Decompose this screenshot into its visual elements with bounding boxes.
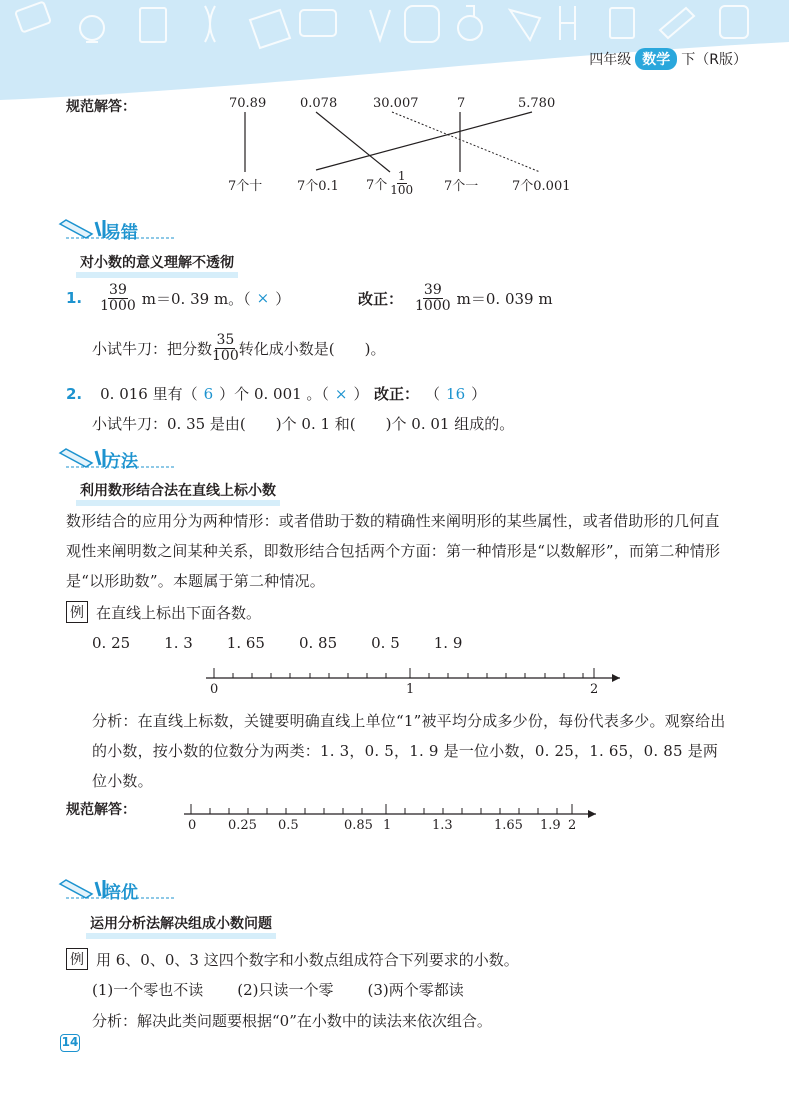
excel-analysis: 分析：解决此类问题要根据“0”在小数中的读法来依次组合。 — [92, 1012, 492, 1030]
try-1-frac-num: 35 — [216, 332, 235, 348]
method-answer-label: 规范解答： — [66, 802, 136, 818]
q2-fix-label: 改正： — [374, 385, 420, 403]
question-2-mark: × — [334, 384, 348, 403]
line-label-2: 2 — [590, 682, 599, 697]
q2-fix-open: （ — [425, 385, 441, 403]
example-tag: 例 — [66, 601, 88, 623]
top-number-1: 70.89 — [229, 96, 267, 111]
answer-label: 0.25 — [228, 818, 257, 833]
answer-label: 0.85 — [344, 818, 373, 833]
method-example — [66, 601, 261, 623]
q1-fix-text: m＝0. 039 m — [456, 289, 553, 308]
method-number: 1. 9 — [433, 634, 463, 652]
line-label-1: 1 — [406, 682, 415, 697]
line-label-0: 0 — [210, 682, 219, 697]
method-analysis: 分析：在直线上标数，关键要明确直线上单位“1”被平均分成多少份，每份代表多少。观察给出的小数，按小数的位数分为两类：1. 3，0. 5，1. 9 是一位小数，0. 25，1. 65，0. 85 是两位小数。 — [92, 712, 726, 790]
fraction-denominator: 100 — [390, 182, 414, 197]
question-2-number: 2. — [66, 384, 83, 403]
top-number-4: 7 — [457, 96, 466, 111]
try-1-fraction — [212, 333, 239, 363]
q1-fix-label: 改正： — [358, 289, 404, 308]
bottom-label-4: 7个一 — [444, 179, 479, 194]
excel-option: (2)只读一个零 — [237, 981, 334, 999]
method-paragraph: 数形结合的应用分为两种情形：或者借助于数的精确性来阐明形的某些属性，或者借助形的几何直观性来阐明数之间某种关系，即数形结合包括两个方面：第一种情形是“以数解形”，而第二种情形是“以形助数”。本题属于第二种情况。 — [66, 512, 721, 590]
method-number: 0. 25 — [92, 634, 131, 652]
answer-label: 2 — [568, 818, 577, 833]
question-2-text: 0. 016 里有（ — [100, 385, 198, 403]
method-example-text: 在直线上标出下面各数。 — [96, 603, 262, 622]
method-numbers — [92, 634, 462, 652]
section-excel-title: 培优 — [104, 883, 138, 903]
top-number-3: 30.007 — [373, 96, 419, 111]
question-1-close: ） — [275, 289, 291, 308]
try-1-pre: 小试牛刀：把分数 — [92, 339, 213, 358]
question-2 — [66, 383, 369, 404]
q1-frac-num: 39 — [109, 282, 127, 298]
answer-label: 1.9 — [540, 818, 561, 833]
number-line-blank — [196, 660, 626, 682]
answer-label: 0.5 — [278, 818, 299, 833]
top-number-2: 0.078 — [300, 96, 338, 111]
section-easy-title: 易错 — [104, 223, 138, 243]
question-1 — [66, 283, 290, 313]
q1-fix-num: 39 — [423, 282, 442, 298]
bottom-label-3 — [366, 170, 413, 196]
bottom-label-1: 7个十 — [228, 179, 263, 194]
number-line-answer — [176, 800, 600, 820]
answer-label: 1.3 — [432, 818, 453, 833]
question-1-text: m＝0. 39 m。（ — [141, 289, 251, 308]
section-easy-subhead: 对小数的意义理解不透彻 — [76, 252, 238, 278]
try-1 — [92, 333, 385, 363]
example-tag: 例 — [66, 948, 88, 970]
q1-frac-den: 1000 — [100, 297, 136, 314]
section-method-subhead: 利用数形结合法在直线上标小数 — [76, 480, 280, 506]
answer-label: 1.65 — [494, 818, 523, 833]
method-number: 1. 3 — [164, 634, 193, 652]
q2-fix-answer: 16 — [446, 384, 466, 403]
grade-text: 四年级 — [589, 52, 632, 68]
page-number: 14 — [60, 1034, 80, 1052]
try-1-frac-den: 100 — [212, 347, 239, 364]
question-2-correction — [374, 383, 486, 404]
bottom-label-3-text: 7个 — [366, 177, 388, 193]
bottom-label-2: 7个0.1 — [297, 179, 339, 194]
answer-label: 1 — [383, 818, 392, 833]
fraction-1-100 — [390, 170, 413, 196]
excel-example — [66, 948, 519, 970]
question-1-number: 1. — [66, 289, 83, 308]
question-2-close: ） — [353, 385, 369, 403]
excel-option: (3)两个零都读 — [367, 981, 464, 999]
question-1-fraction — [100, 283, 136, 313]
term-text: 下（R版） — [681, 52, 747, 68]
top-answer-label: 规范解答： — [66, 99, 136, 115]
excel-example-text: 用 6、0、0、3 这四个数字和小数点组成符合下列要求的小数。 — [96, 950, 519, 969]
question-2-answer: 6 — [203, 384, 214, 403]
bottom-label-5: 7个0.001 — [512, 179, 571, 194]
try-2: 小试牛刀：0. 35 是由( )个 0. 1 和( )个 0. 01 组成的。 — [92, 415, 515, 433]
try-1-post: 转化成小数是( )。 — [238, 339, 386, 358]
method-number: 0. 5 — [371, 634, 400, 652]
q1-fix-den: 1000 — [415, 297, 451, 314]
answer-label: 0 — [188, 818, 197, 833]
method-number: 0. 85 — [298, 634, 338, 652]
question-1-mark: × — [256, 289, 270, 308]
q2-fix-close: ） — [471, 385, 487, 403]
excel-options — [92, 979, 464, 1000]
question-1-correction — [358, 283, 553, 313]
method-number: 1. 65 — [226, 634, 265, 652]
section-method-title: 方法 — [104, 452, 138, 472]
subject-badge: 数学 — [635, 48, 677, 70]
fraction-numerator: 1 — [397, 169, 406, 183]
top-number-5: 5.780 — [518, 96, 556, 111]
section-excel-subhead: 运用分析法解决组成小数问题 — [86, 913, 276, 939]
question-2-mid: ）个 0. 001 。（ — [219, 385, 329, 403]
q1-fix-fraction — [415, 283, 451, 313]
excel-option: (1)一个零也不读 — [92, 981, 204, 999]
